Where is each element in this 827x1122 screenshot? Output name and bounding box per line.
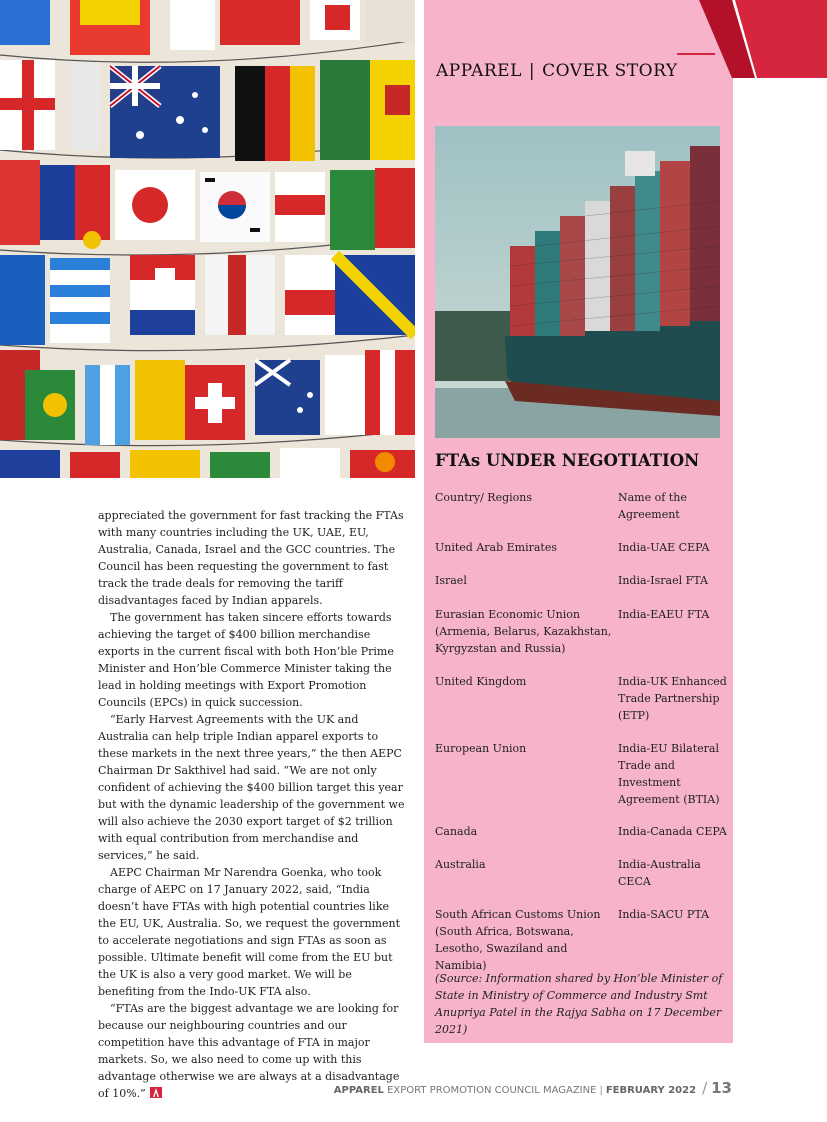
fta-agreement: India-UAE CEPA [618, 541, 710, 554]
fta-agreement: India-UK Enhanced Trade Partnership (ETP) [618, 675, 727, 722]
corner-decoration [677, 0, 827, 80]
section-header [436, 61, 678, 81]
footer-separator: | [599, 1085, 603, 1096]
footer-magazine: EXPORT PROMOTION COUNCIL MAGAZINE [387, 1085, 597, 1096]
header-separator: | [528, 61, 536, 81]
fta-agreement: India-Canada CEPA [618, 825, 727, 838]
fta-country: Canada [435, 825, 478, 838]
footer-brand: APPAREL [333, 1085, 384, 1096]
flags-illustration [0, 0, 415, 478]
fta-country: European Union [435, 742, 527, 755]
end-of-article-icon [150, 1087, 162, 1098]
fta-agreement: India-EU Bilateral Trade and Investment Agreement (BTIA) [618, 742, 720, 806]
footer-issue: FEBRUARY 2022 [605, 1085, 697, 1096]
fta-title: FTAs UNDER NEGOTIATION [435, 451, 700, 470]
fta-country: United Kingdom [435, 675, 527, 688]
article-paragraph: appreciated the government for fast tracking the FTAs with many countries including the UK, UAE, EU, Australia, Canada, Israel and the GCC countries. The Council has been requesting the government to fast track the trade deals for removing the tariff disadvantages faced by Indian apparels. [98, 509, 404, 607]
fta-agreement: India-EAEU FTA [618, 608, 710, 621]
fta-country: Israel [435, 574, 467, 587]
fta-agreement: India-Australia CECA [618, 858, 701, 888]
fta-header-country: Country/ Regions [435, 491, 533, 504]
fta-country: Australia [435, 858, 486, 871]
fta-agreement: India-Israel FTA [618, 574, 708, 587]
article-paragraph: AEPC Chairman Mr Narendra Goenka, who took charge of AEPC on 17 January 2022, said, “India doesn’t have FTAs with high potential countries like the EU, UK, Australia. So, we request the government to accelerate negotiations and sign FTAs as soon as possible. Ultimate benefit will come from the EU but the UK is also a very good market. We will be benefiting from the Indo-UK FTA also. [98, 866, 401, 998]
fta-country: United Arab Emirates [435, 541, 558, 554]
article-body [98, 507, 410, 1102]
fta-source-note: (Source: Information shared by Hon’ble Minister of State in Ministry of Commerce and Industry Smt Anupriya Patel in the Rajya Sabha on 17 December 2021) [435, 972, 723, 1036]
fta-header-agreement: Name of the Agreement [618, 491, 687, 521]
subsection-label: COVER STORY [542, 61, 678, 81]
fta-country: Eurasian Economic Union (Armenia, Belarus, Kazakhstan, Kyrgyzstan and Russia) [435, 608, 612, 655]
article-paragraph: “FTAs are the biggest advantage we are looking for because our neighbouring countries and our competition have this advantage of FTA in major markets. So, we also need to come up with this advantage otherwise we are always at a disadvantage of 10%.” [98, 1002, 400, 1100]
fta-agreement: India-SACU PTA [618, 908, 710, 921]
ship-photo [435, 126, 720, 438]
fta-country: South African Customs Union (South Africa, Botswana, Lesotho, Swaziland and Namibia) [435, 908, 601, 972]
section-label: APPAREL [436, 61, 522, 81]
footer-page-separator: / [702, 1079, 708, 1097]
page-number: 13 [711, 1079, 732, 1097]
ship-illustration [435, 126, 720, 438]
page-footer [334, 1079, 732, 1097]
article-paragraph: The government has taken sincere efforts towards achieving the target of $400 billion merchandise exports in the current fiscal with both Hon’ble Prime Minister and Hon’ble Commerce Minister taking the lead in holding meetings with Export Promotion Councils (EPCs) in quick succession. [98, 611, 394, 709]
flags-photo [0, 0, 415, 478]
article-paragraph: “Early Harvest Agreements with the UK and Australia can help triple Indian apparel exports to these markets in the next three years,” the then AEPC Chairman Dr Sakthivel had said. “We are not only confident of achieving the $400 billion target this year but with the dynamic leadership of the government we will also achieve the 2030 export target of $2 trillion with equal contribution from merchandise and services,” he said. [98, 713, 405, 862]
